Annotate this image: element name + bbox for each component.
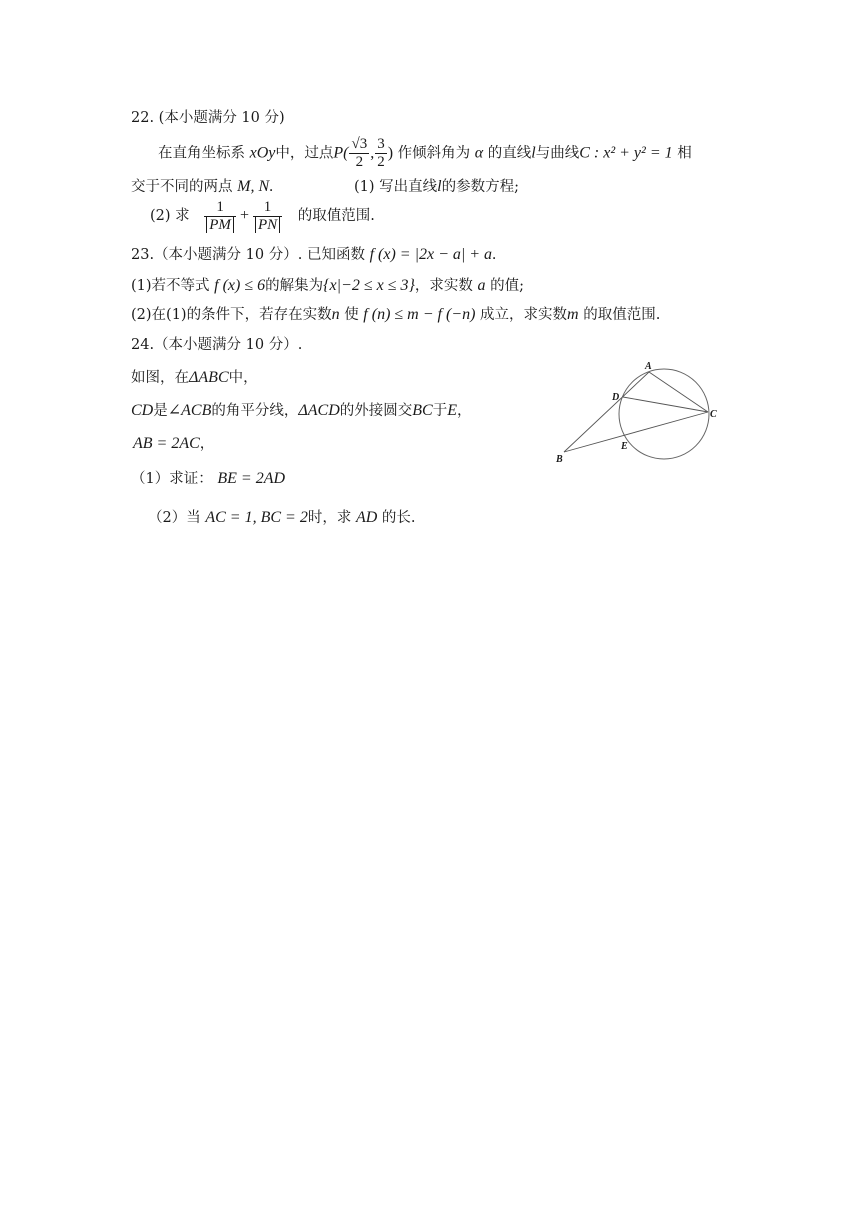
q22-part2: (2) 求 $\frac{1}{PM}$ + $\frac{1}{PN}$ 的取值范围. bbox=[150, 198, 375, 233]
segment-ad: AD bbox=[355, 509, 378, 526]
geometry-figure bbox=[548, 352, 728, 472]
fraction-3-2: $\frac{3}{2}$ bbox=[377, 136, 385, 170]
text: 时，求 bbox=[307, 510, 352, 526]
text: 作倾斜角为 bbox=[397, 145, 471, 162]
label-c: C bbox=[710, 409, 717, 420]
function-f: f (x) = |2x − a| + a bbox=[369, 246, 493, 263]
text: 的值; bbox=[490, 278, 525, 294]
coord-system: xOy bbox=[249, 144, 276, 162]
label-e: E bbox=[621, 441, 628, 452]
text: 成立，求实数 bbox=[480, 307, 568, 323]
fraction-1-pn: $\frac{1}{PN}$ bbox=[253, 199, 282, 234]
q23-part1 bbox=[131, 274, 524, 295]
text: 的参数方程; bbox=[441, 179, 519, 195]
curve-c: C : x² + y² = 1 bbox=[579, 144, 673, 162]
text: 于 bbox=[432, 403, 448, 419]
label-d: D bbox=[612, 392, 620, 403]
q23-part2 bbox=[131, 303, 660, 324]
text: 的取值范围. bbox=[583, 307, 661, 323]
text: 中，过点 bbox=[275, 145, 334, 162]
text: 的解集为 bbox=[265, 278, 324, 294]
point-p: P( bbox=[333, 144, 349, 162]
triangle-acd: ΔACD bbox=[298, 402, 340, 419]
text: 的直线 bbox=[487, 145, 532, 162]
text: （1）求证： bbox=[131, 471, 213, 487]
text: ，求实数 bbox=[414, 278, 473, 294]
q22-line2: 交于不同的两点 M, N. bbox=[131, 178, 274, 195]
fraction-sqrt3-2: $\frac{√3}{2}$ bbox=[351, 136, 368, 170]
text: 是 bbox=[153, 403, 168, 419]
points-mn: M, N bbox=[237, 178, 270, 195]
solution-set: {x|−2 ≤ x ≤ 3} bbox=[323, 277, 415, 294]
q24-line1 bbox=[131, 366, 258, 387]
equation-given: AC = 1, BC = 2 bbox=[205, 509, 308, 526]
text: (1)若不等式 bbox=[131, 278, 210, 294]
text: (2)在(1)的条件下，若存在实数 bbox=[131, 307, 332, 323]
line-l: l bbox=[437, 178, 442, 195]
q23-header: 23.（本小题满分 10 分）. 已知函数 f (x) = |2x − a| + a. bbox=[131, 246, 497, 263]
var-n: n bbox=[331, 306, 340, 323]
label-b: B bbox=[556, 454, 563, 465]
q24-part2 bbox=[148, 506, 415, 527]
q24-part1 bbox=[131, 467, 285, 488]
text: 使 bbox=[344, 307, 359, 323]
q22-part1 bbox=[354, 175, 519, 196]
text: 在直角坐标系 bbox=[158, 145, 245, 162]
text: 中， bbox=[228, 370, 258, 386]
text: 如图，在 bbox=[131, 370, 189, 386]
q22-header: 22. (本小题满分 10 分) bbox=[131, 110, 285, 126]
angle-acb: ∠ACB bbox=[167, 402, 212, 419]
point-e: E bbox=[447, 402, 457, 419]
q24-header: 24.（本小题满分 10 分）. bbox=[131, 337, 303, 353]
var-a: a bbox=[477, 277, 486, 294]
triangle-abc: ΔABC bbox=[189, 369, 229, 386]
text: ， bbox=[456, 403, 472, 419]
equation-ab: AB = 2AC bbox=[133, 435, 200, 452]
q22-line1: 在直角坐标系 xOy中，过点P( $\frac{√3}{2}$ , $\frac{3}{2}$ ) 作倾斜角为 α 的直线l与曲线C : x² + y² = 1 相 bbox=[158, 136, 692, 170]
segment-ac bbox=[649, 372, 708, 412]
segment-dc bbox=[623, 397, 708, 412]
text: 与曲线 bbox=[535, 145, 580, 162]
var-m: m bbox=[567, 306, 579, 323]
equation-be: BE = 2AD bbox=[217, 470, 286, 487]
q24-line3 bbox=[133, 432, 214, 453]
text: (2) 求 bbox=[150, 208, 190, 224]
text: 交于不同的两点 bbox=[131, 179, 233, 195]
segment-cd: CD bbox=[131, 402, 154, 419]
label-a: A bbox=[645, 361, 652, 372]
inequality: f (n) ≤ m − f (−n) bbox=[363, 306, 476, 323]
text: 23.（本小题满分 10 分）. 已知函数 bbox=[131, 247, 365, 263]
text: (1) 写出直线 bbox=[354, 179, 438, 195]
inequality: f (x) ≤ 6 bbox=[214, 277, 266, 294]
text: 的取值范围. bbox=[297, 208, 375, 224]
text: 的长. bbox=[381, 510, 416, 526]
text: 相 bbox=[677, 145, 692, 162]
text: ， bbox=[199, 436, 215, 452]
text: 的外接圆交 bbox=[339, 403, 413, 419]
text: （2）当 bbox=[148, 510, 201, 526]
text: 的角平分线， bbox=[211, 403, 299, 419]
line-l: l bbox=[531, 144, 536, 162]
fraction-1-pm: $\frac{1}{PM}$ bbox=[204, 199, 236, 234]
alpha: α bbox=[474, 144, 484, 162]
segment-bc: BC bbox=[412, 402, 433, 419]
q24-line2 bbox=[131, 399, 471, 420]
